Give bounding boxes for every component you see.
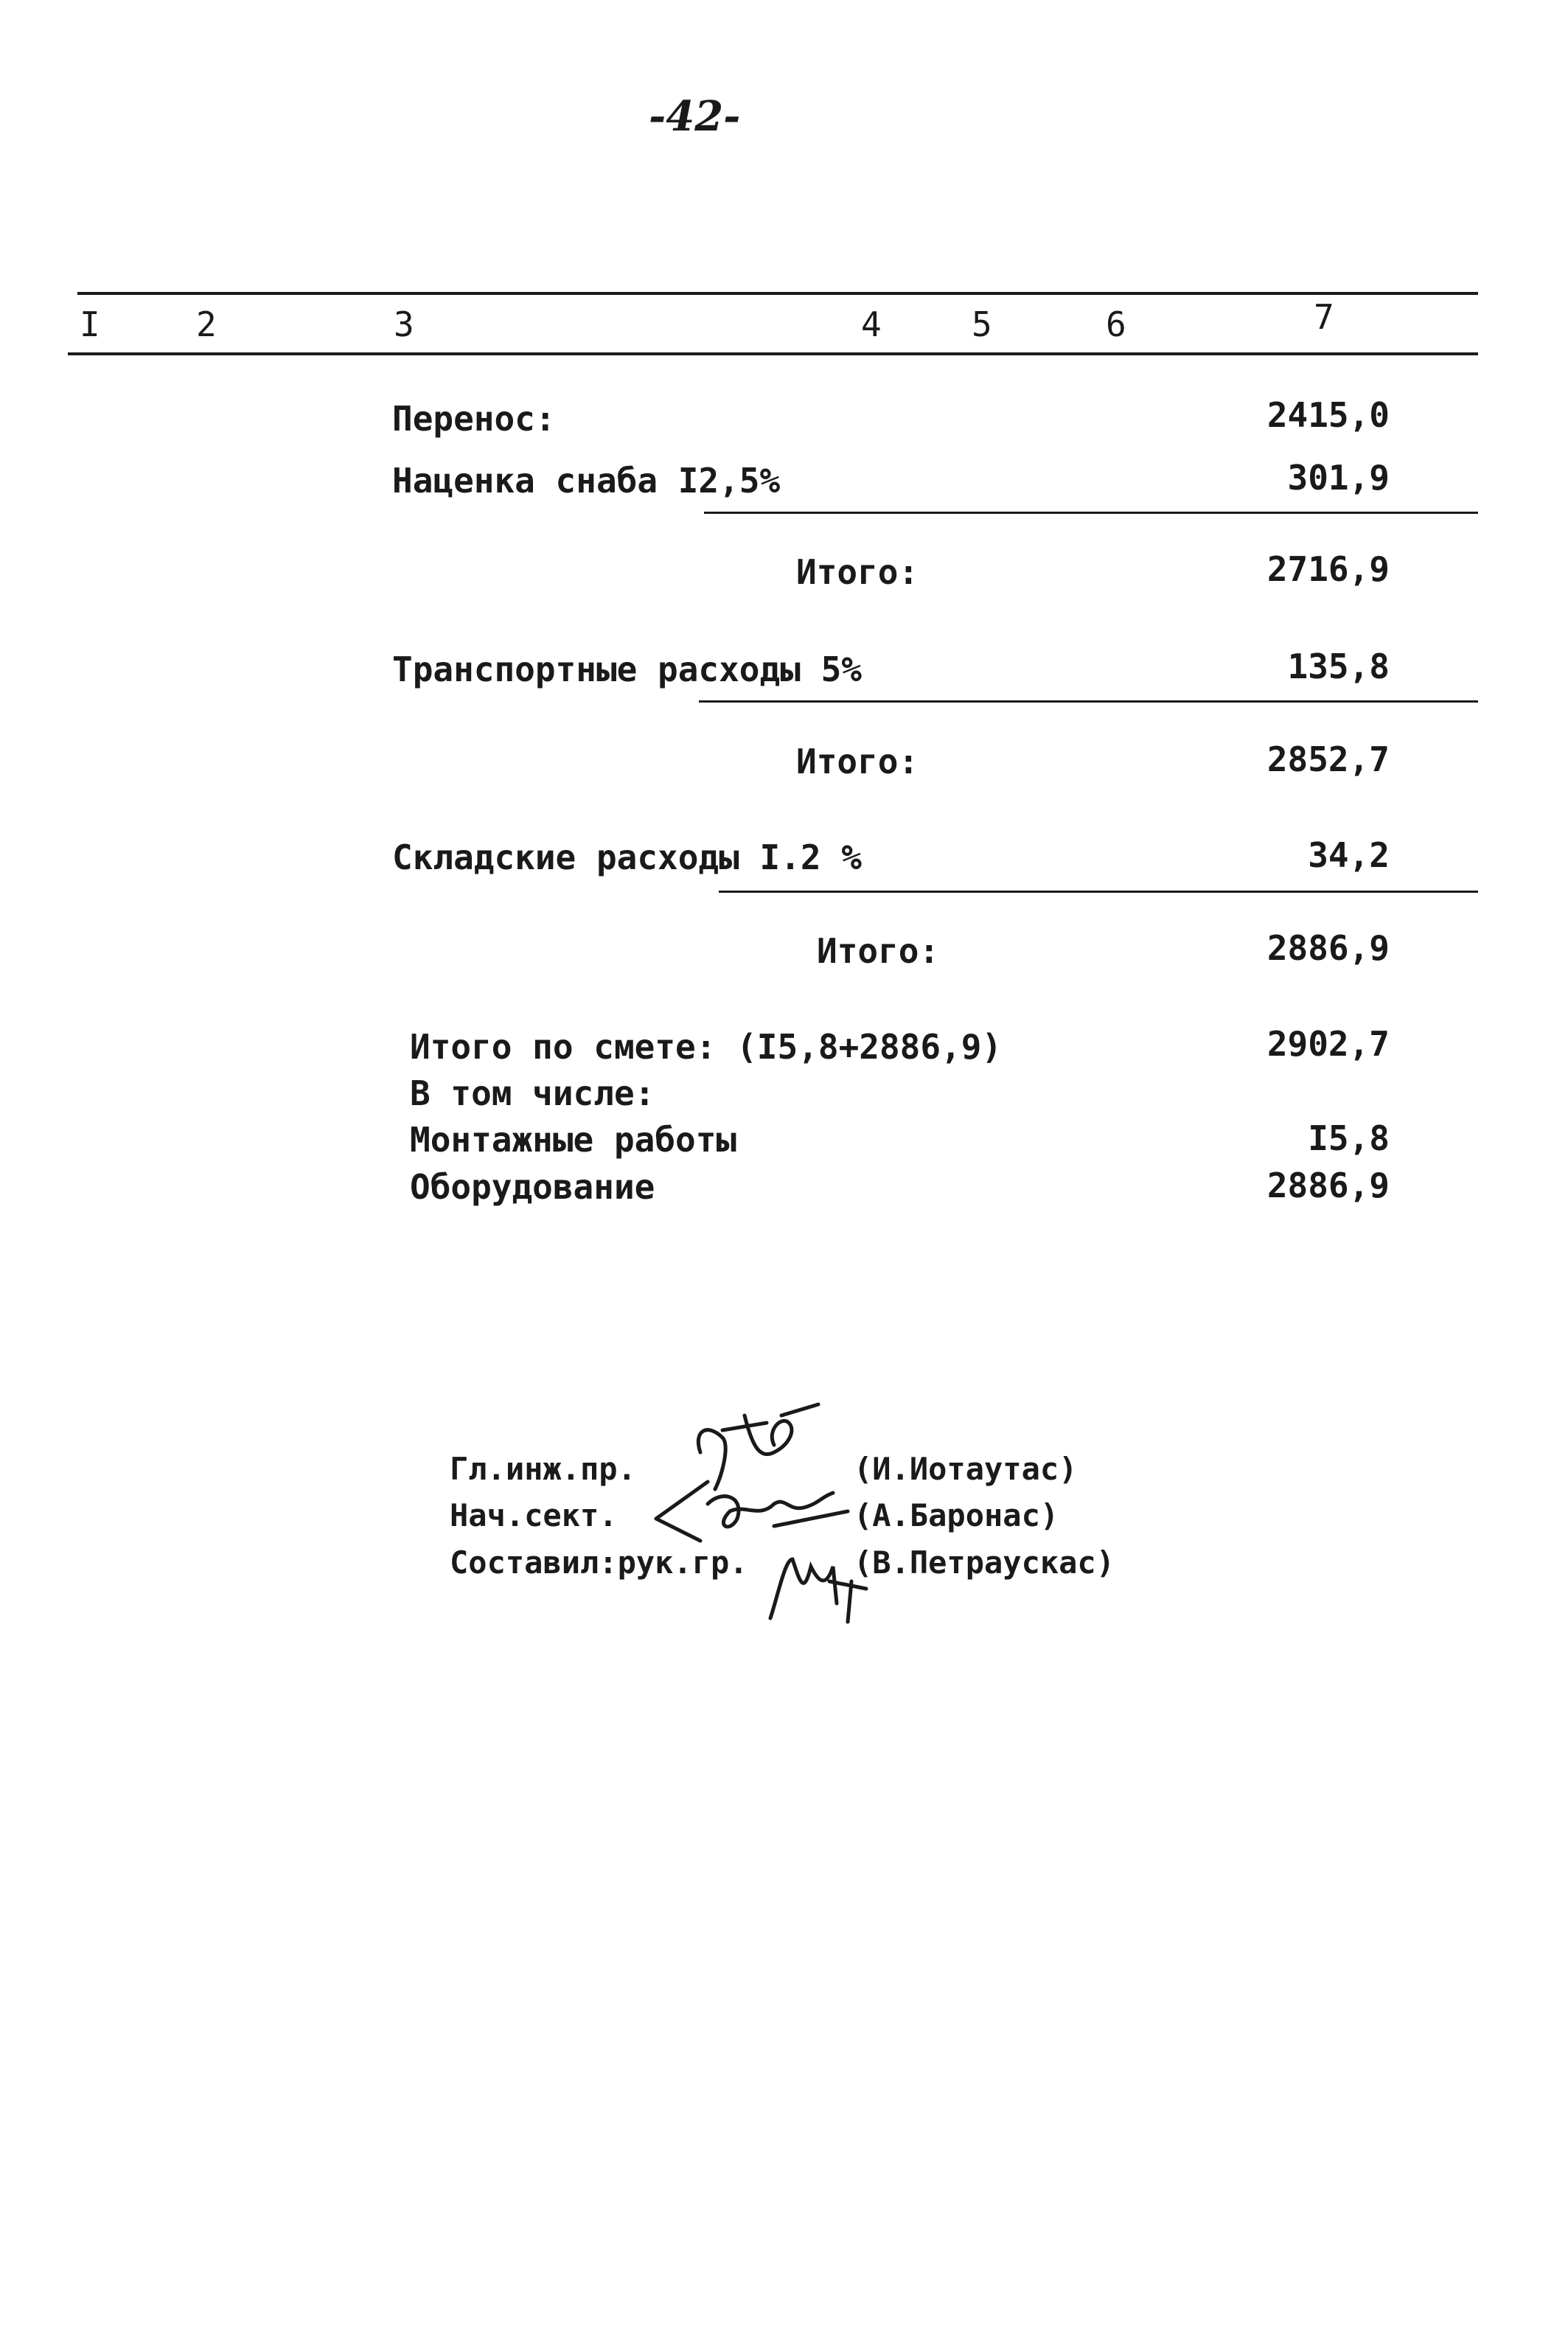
column-header-1: I	[80, 304, 100, 344]
summary-item-label: Монтажные работы	[410, 1120, 737, 1160]
column-header-2: 2	[196, 304, 217, 344]
subtotal-label: Итого:	[796, 552, 919, 592]
column-header-4: 4	[861, 304, 882, 344]
signatory-title: Гл.инж.пр.	[450, 1451, 636, 1487]
row-value: 34,2	[1308, 835, 1390, 875]
signatory-name: (А.Баронас)	[854, 1497, 1059, 1533]
summary-item-value: 2886,9	[1266, 1166, 1390, 1205]
row-label: Перенос:	[392, 399, 556, 439]
header-bottom-rule	[68, 352, 1478, 355]
subtotal-value: 2716,9	[1266, 549, 1390, 589]
subtotal-rule	[719, 891, 1478, 893]
row-label: Складские расходы I.2 %	[392, 837, 862, 877]
handwritten-signature	[763, 1537, 881, 1626]
subtotal-rule	[699, 700, 1478, 703]
row-label: Транспортные расходы 5%	[392, 649, 862, 689]
column-header-5: 5	[972, 304, 992, 344]
estimate-total-label: Итого по смете: (I5,8+2886,9)	[410, 1027, 1003, 1067]
signatory-title: Составил:рук.гр.	[450, 1544, 748, 1581]
page-number: -42-	[649, 92, 741, 141]
signatory-name: (И.Иотаутас)	[854, 1451, 1078, 1487]
subtotal-label: Итого:	[796, 742, 919, 781]
row-value: 135,8	[1287, 647, 1390, 686]
subtotal-label: Итого:	[817, 931, 940, 971]
subtotal-value: 2886,9	[1266, 928, 1390, 968]
row-value: 301,9	[1287, 458, 1390, 498]
row-label: Наценка снаба I2,5%	[392, 461, 781, 501]
subtotal-value: 2852,7	[1266, 739, 1390, 779]
subtotal-rule	[704, 512, 1478, 514]
signatory-name: (В.Петраускас)	[854, 1544, 1115, 1581]
estimate-total-value: 2902,7	[1266, 1024, 1390, 1064]
column-header-7: 7	[1314, 297, 1334, 337]
header-top-rule	[77, 292, 1478, 295]
row-value: 2415,0	[1266, 395, 1390, 435]
including-label: В том числе:	[410, 1073, 655, 1113]
column-header-3: 3	[394, 304, 414, 344]
summary-item-value: I5,8	[1308, 1118, 1390, 1158]
column-header-6: 6	[1106, 304, 1126, 344]
signatory-title: Нач.сект.	[450, 1497, 618, 1533]
summary-item-label: Оборудование	[410, 1167, 655, 1207]
